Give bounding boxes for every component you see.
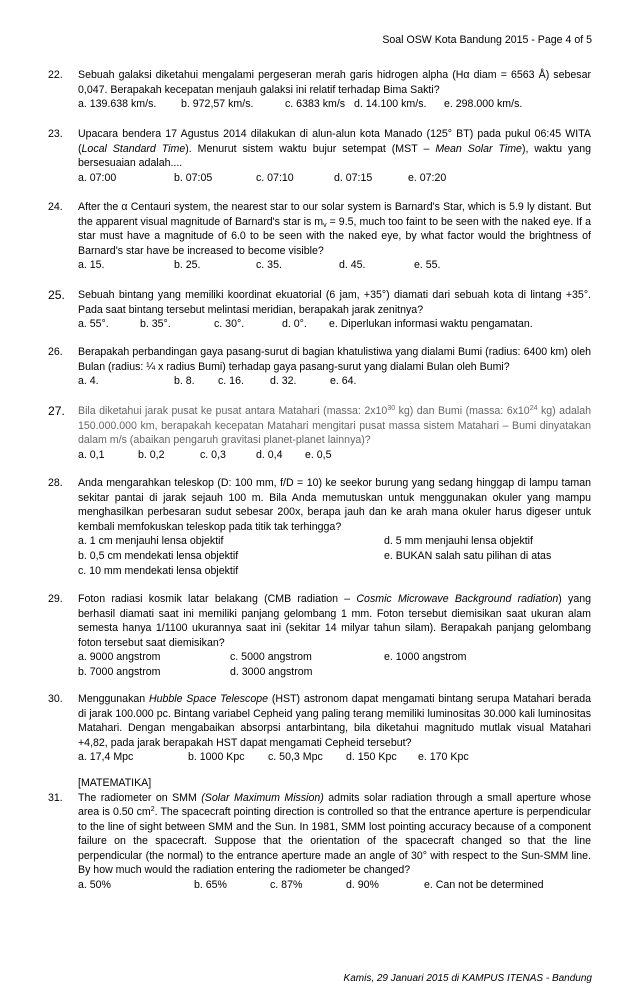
option-b: b. 972,57 km/s. (181, 98, 254, 110)
question-number: 30. (48, 693, 63, 705)
options (78, 171, 591, 186)
options-row-3 (78, 564, 591, 579)
question-27 (48, 404, 591, 463)
options (78, 448, 591, 463)
question-number: 22. (48, 69, 63, 81)
options (78, 374, 591, 389)
option-b: b. 07:05 (174, 171, 213, 184)
option-b: b. 35°. (140, 318, 171, 330)
question-26 (48, 345, 591, 389)
question-30 (48, 692, 591, 765)
option-d: d. 5 mm menjauhi lensa objektif (384, 535, 533, 547)
question-text: Sebuah galaksi diketahui mengalami pergeseran merah garis hidrogen alpha (Hα diam = 6563 Å) sebesar 0,047. Berapakah kecepatan menjauh galaksi ini relatif terhadap Bima Sakti? (78, 69, 591, 96)
question-text: Menggunakan Hubble Space Telescope (HST) astronom dapat mengamati bintang serupa Matahari berada di jarak 100.000 pc. Bintang variabel Cepheid yang paling terang memiliki luminositas 30.000 kali luminositas Matahari. Dengan mengabaikan absorpsi antarbintang, bila diketahui magnitudo mutlak visual Matahari +4,82, pada jarak berapakah HST dapat mengamati Cepheid tersebut? (78, 693, 591, 749)
option-c: c. 10 mm mendekati lensa objektif (78, 565, 239, 577)
options-row-1 (78, 650, 591, 665)
option-e: e. 0,5 (305, 448, 332, 461)
question-text: The radiometer on SMM (Solar Maximum Mission) admits solar radiation through a small aperture whose area is 0.50 $cm^2$. The spacecraft pointing direction is controlled so that the entrance aperture is perpendicular to the line of sight between SMM and the Sun. In 1981, SMM lost pointing accuracy because of a component failure on the spacecraft. Suppose that the orientation of the spacecraft changed so that the line perpendicular (the normal) to the entrance aperture made an angle of 30° with respect to the Sun-SMM line. By how much would the radiation entering the radiometer be changed? (78, 791, 591, 876)
question-number: 31. (48, 791, 63, 804)
option-a: a. 55°. (78, 318, 109, 330)
question-text: Berapakah perbandingan gaya pasang-surut di bagian khatulistiwa yang dialami Bumi (radius: 6400 km) oleh Bulan (radius: ¼ x radius Bumi) terhadap gaya pasang-surut yang dialami Bulan oleh Bumi? (78, 346, 591, 373)
option-d: d. 90% (346, 878, 379, 891)
section-label: [MATEMATIKA] (78, 777, 152, 789)
question-number: 29. (48, 593, 63, 605)
option-c: c. 16. (218, 375, 244, 387)
question-number: 26. (48, 346, 63, 358)
option-e: e. 07:20 (408, 171, 447, 184)
question-24 (48, 200, 591, 273)
option-a: a. 17,4 Mpc (78, 751, 134, 763)
question-number: 28. (48, 477, 63, 489)
question-31 (48, 776, 591, 893)
option-a: a. 50% (78, 878, 111, 891)
options-row-1 (78, 534, 591, 549)
question-number: 24. (48, 201, 63, 213)
option-d: d. 45. (339, 259, 366, 271)
option-e: e. Can not be determined (424, 878, 544, 891)
option-c: c. 30°. (214, 318, 245, 330)
page-footer: Kamis, 29 Januari 2015 di KAMPUS ITENAS - Bandung (343, 973, 592, 984)
options (78, 97, 591, 112)
question-25 (48, 288, 591, 332)
option-c: c. 5000 angstrom (230, 651, 312, 663)
options (78, 750, 591, 765)
option-b: b. 7000 angstrom (78, 666, 161, 678)
option-b: b. 0,5 cm mendekati lensa objektif (78, 550, 239, 562)
option-d: d. 0,4 (256, 448, 283, 461)
question-23 (48, 127, 591, 186)
option-d: d. 32. (270, 375, 297, 387)
option-a: a. 4. (78, 375, 99, 387)
option-a: a. 07:00 (78, 171, 117, 184)
option-d: d. 07:15 (334, 171, 373, 184)
options (78, 258, 591, 273)
question-text: Upacara bendera 17 Agustus 2014 dilakukan di alun-alun kota Manado (125° BT) pada pukul 06:45 WITA (Local Standard Time). Menurut sistem waktu bujur setempat (MST – Mean Solar Time), waktu yang bersesuaian adalah.... (78, 128, 591, 169)
options (78, 317, 591, 332)
option-e: e. Diperlukan informasi waktu pengamatan. (329, 318, 533, 330)
option-a: a. 139.638 km/s. (78, 98, 157, 110)
option-c: c. 35. (256, 259, 282, 271)
option-c: c. 6383 km/s (285, 98, 346, 110)
question-text: Bila diketahui jarak pusat ke pusat antara Matahari (massa: $2x10^{30}$ kg) dan Bumi (massa: $6x10^{24}$ kg) adalah 150.000.000 km, berapakah kecepatan Matahari mengitari pusat massa sistem Matahari – Bumi dinyatakan dalam m/s (abaikan pengaruh gravitasi planet-planet lainnya)? (78, 405, 591, 446)
option-a: a. 0,1 (78, 448, 105, 461)
page-header: Soal OSW Kota Bandung 2015 - Page 4 of 5 (382, 34, 592, 46)
option-e: e. 55. (414, 259, 441, 271)
options-row-2 (78, 549, 591, 564)
question-29 (48, 592, 591, 680)
option-d: d. 3000 angstrom (230, 666, 313, 678)
option-e: e. 64. (330, 375, 357, 387)
option-c: c. 07:10 (256, 171, 294, 184)
question-number: 23. (48, 128, 63, 140)
option-b: b. 1000 Kpc (188, 751, 245, 763)
option-c: c. 50,3 Mpc (268, 751, 323, 763)
options-row-2 (78, 665, 591, 680)
options (78, 878, 591, 893)
question-number: 25. (48, 288, 65, 302)
question-text: Foton radiasi kosmik latar belakang (CMB radiation – Cosmic Microwave Background radiation) yang berhasil diamati saat ini memiliki panjang gelombang 1 mm. Foton tersebut diemisikan saat ukuran alam semesta hanya 1/1100 ukurannya saat ini (sekitar 14 milyar tahun silam). Berapakah panjang gelombang foton tersebut saat diemisikan? (78, 593, 591, 649)
option-b: b. 65% (194, 878, 227, 891)
option-e: e. 170 Kpc (418, 751, 469, 763)
option-a: a. 15. (78, 259, 105, 271)
option-d: d. 150 Kpc (346, 751, 397, 763)
question-text: After the α Centauri system, the nearest star to our solar system is Barnard's Star, which is 5.9 ly distant. But the apparent visual magnitude of Barnard's star is $m_v = 9.5$, much too faint to be seen with the naked eye. If a star must have a magnitude of 6.0 to be seen with the naked eye, by what factor would the brightness of Barnard's star have be increased to become visible? (78, 201, 591, 257)
question-22 (48, 68, 591, 112)
option-e: e. 1000 angstrom (384, 651, 467, 663)
question-text: Sebuah bintang yang memiliki koordinat ekuatorial (6 jam, +35°) diamati dari sebuah kota di lintang +35°. Pada saat bintang tersebut melintasi meridian, berapakah jarak zenitnya? (78, 289, 591, 316)
option-d: d. 14.100 km/s. (354, 98, 427, 110)
option-a: a. 1 cm menjauhi lensa objektif (78, 535, 224, 547)
option-c: c. 87% (270, 878, 303, 891)
option-b: b. 25. (174, 259, 201, 271)
question-number: 27. (48, 404, 65, 418)
question-28 (48, 476, 591, 579)
option-d: d. 0°. (282, 318, 307, 330)
question-text: Anda mengarahkan teleskop (D: 100 mm, f/D = 10) ke seekor burung yang sedang hinggap di lampu taman sekitar pantai di jarak sejauh 100 m. Bila Anda memutuskan untuk menggunakan okuler yang mampu menghasilkan perbesaran sudut sebesar 200x, berapa jauh dan ke arah mana okuler harus digeser untuk kembali memfokuskan teleskop pada titik tak terhingga? (78, 477, 591, 533)
option-c: c. 0,3 (200, 448, 226, 461)
option-a: a. 9000 angstrom (78, 651, 161, 663)
option-b: b. 8. (174, 375, 195, 387)
option-e: e. BUKAN salah satu pilihan di atas (384, 550, 552, 562)
option-e: e. 298.000 km/s. (444, 98, 523, 110)
option-b: b. 0,2 (138, 448, 165, 461)
